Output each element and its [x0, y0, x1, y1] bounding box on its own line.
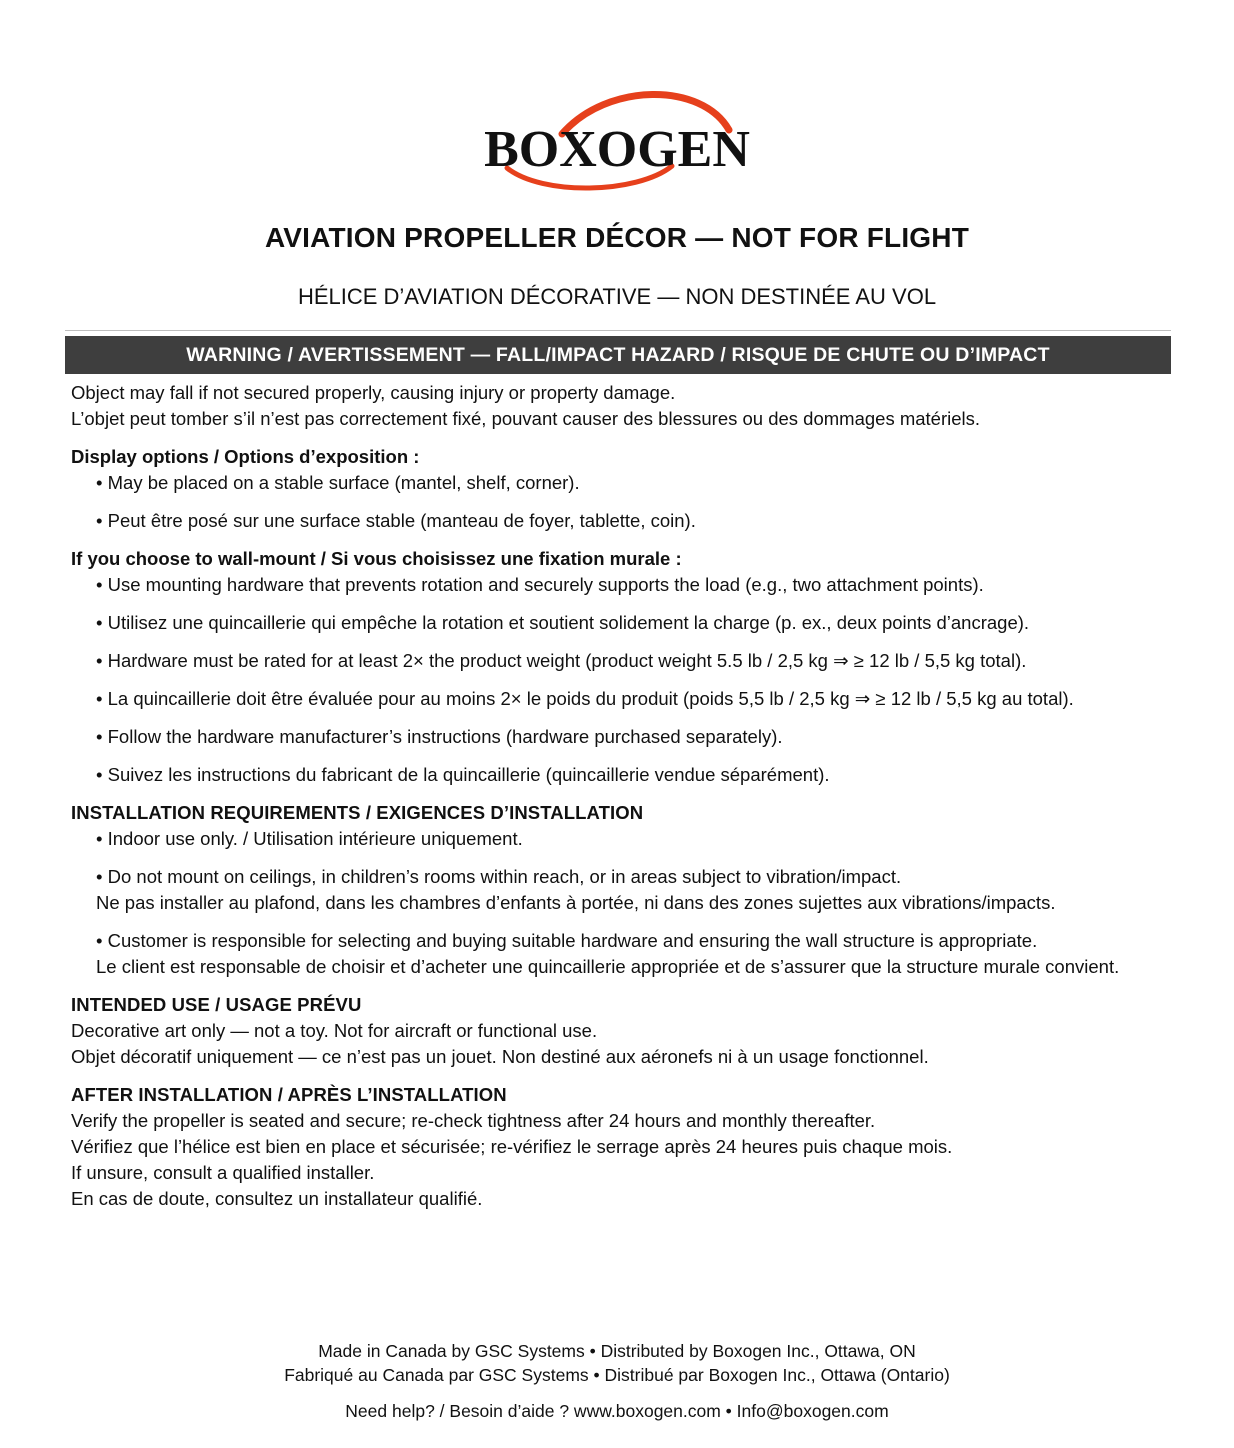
warning-banner: WARNING / AVERTISSEMENT — FALL/IMPACT HAZARD / RISQUE DE CHUTE OU D’IMPACT [65, 336, 1171, 374]
list-item [96, 864, 1181, 916]
list-item: • Peut être posé sur une surface stable (manteau de foyer, tablette, coin). [96, 510, 696, 531]
intro-line-en: Object may fall if not secured properly, causing injury or property damage. [71, 382, 676, 403]
intended-use-text [71, 1018, 1181, 1070]
text-line: If unsure, consult a qualified installer. [71, 1162, 375, 1183]
list-item: • La quincaillerie doit être évaluée pour au moins 2× le poids du produit (poids 5,5 lb / 2,5 kg ⇒ ≥ 12 lb / 5,5 kg au total). [96, 688, 1074, 709]
text-line: En cas de doute, consultez un installateur qualifié. [71, 1188, 483, 1209]
document-body [71, 380, 1181, 1224]
intended-use-heading: INTENDED USE / USAGE PRÉVU [71, 994, 362, 1015]
text-line: Objet décoratif uniquement — ce n’est pas un jouet. Non destiné aux aéronefs ni à un usage fonctionnel. [71, 1046, 929, 1067]
divider [65, 330, 1171, 331]
after-installation-text [71, 1108, 1181, 1212]
intro-text [71, 380, 1181, 432]
intro-line-fr: L’objet peut tomber s’il n’est pas correctement fixé, pouvant causer des blessures ou des dommages matériels. [71, 408, 981, 429]
text-line: Verify the propeller is seated and secure; re-check tightness after 24 hours and monthly thereafter. [71, 1110, 876, 1131]
brand-logo [0, 90, 1234, 200]
list-item [96, 928, 1181, 980]
footer-made-en: Made in Canada by GSC Systems • Distributed by Boxogen Inc., Ottawa, ON [318, 1341, 916, 1361]
footer [0, 1339, 1234, 1423]
list-item: • Follow the hardware manufacturer’s instructions (hardware purchased separately). [96, 726, 783, 747]
text-line: Vérifiez que l’hélice est bien en place et sécurisée; re-vérifiez le serrage après 24 heures puis chaque mois. [71, 1136, 953, 1157]
installation-list [96, 826, 1181, 980]
list-item-fr: Le client est responsable de choisir et d’acheter une quincaillerie appropriée et de s’assurer que la structure murale convient. [96, 956, 1120, 977]
list-item: • Hardware must be rated for at least 2× the product weight (product weight 5.5 lb / 2,5 kg ⇒ ≥ 12 lb / 5,5 kg total). [96, 650, 1027, 671]
page-title: AVIATION PROPELLER DÉCOR — NOT FOR FLIGHT [264, 222, 970, 253]
after-installation-heading: AFTER INSTALLATION / APRÈS L’INSTALLATION [71, 1084, 507, 1105]
display-options-list [96, 470, 1181, 534]
list-item: • Use mounting hardware that prevents rotation and securely supports the load (e.g., two attachment points). [96, 574, 984, 595]
list-item: • Utilisez une quincaillerie qui empêche la rotation et soutient solidement la charge (p. ex., deux points d’ancrage). [96, 612, 1030, 633]
text-line: Decorative art only — not a toy. Not for aircraft or functional use. [71, 1020, 598, 1041]
list-item [96, 826, 1181, 852]
list-item-fr: Ne pas installer au plafond, dans les chambres d’enfants à portée, ni dans des zones sujettes aux vibrations/impacts. [96, 892, 1056, 913]
list-item: • May be placed on a stable surface (mantel, shelf, corner). [96, 472, 580, 493]
logo-wordmark: BOXOGEN [484, 121, 750, 178]
installation-heading: INSTALLATION REQUIREMENTS / EXIGENCES D’INSTALLATION [71, 802, 644, 823]
list-item-en: • Indoor use only. / Utilisation intérieure uniquement. [96, 828, 523, 849]
footer-made-fr: Fabriqué au Canada par GSC Systems • Distribué par Boxogen Inc., Ottawa (Ontario) [284, 1365, 950, 1385]
list-item-en: • Customer is responsible for selecting and buying suitable hardware and ensuring the wall structure is appropriate. [96, 930, 1038, 951]
list-item: • Suivez les instructions du fabricant de la quincaillerie (quincaillerie vendue séparément). [96, 764, 830, 785]
wall-mount-heading: If you choose to wall-mount / Si vous choisissez une fixation murale : [71, 548, 682, 569]
logo-graphic [467, 90, 767, 200]
list-item-en: • Do not mount on ceilings, in children’s rooms within reach, or in areas subject to vibration/impact. [96, 866, 902, 887]
display-options-heading: Display options / Options d’exposition : [71, 446, 420, 467]
page-subtitle: HÉLICE D’AVIATION DÉCORATIVE — NON DESTINÉE AU VOL [297, 284, 937, 309]
footer-help: Need help? / Besoin d’aide ? www.boxogen.com • Info@boxogen.com [345, 1401, 889, 1421]
wall-mount-list [96, 572, 1181, 788]
